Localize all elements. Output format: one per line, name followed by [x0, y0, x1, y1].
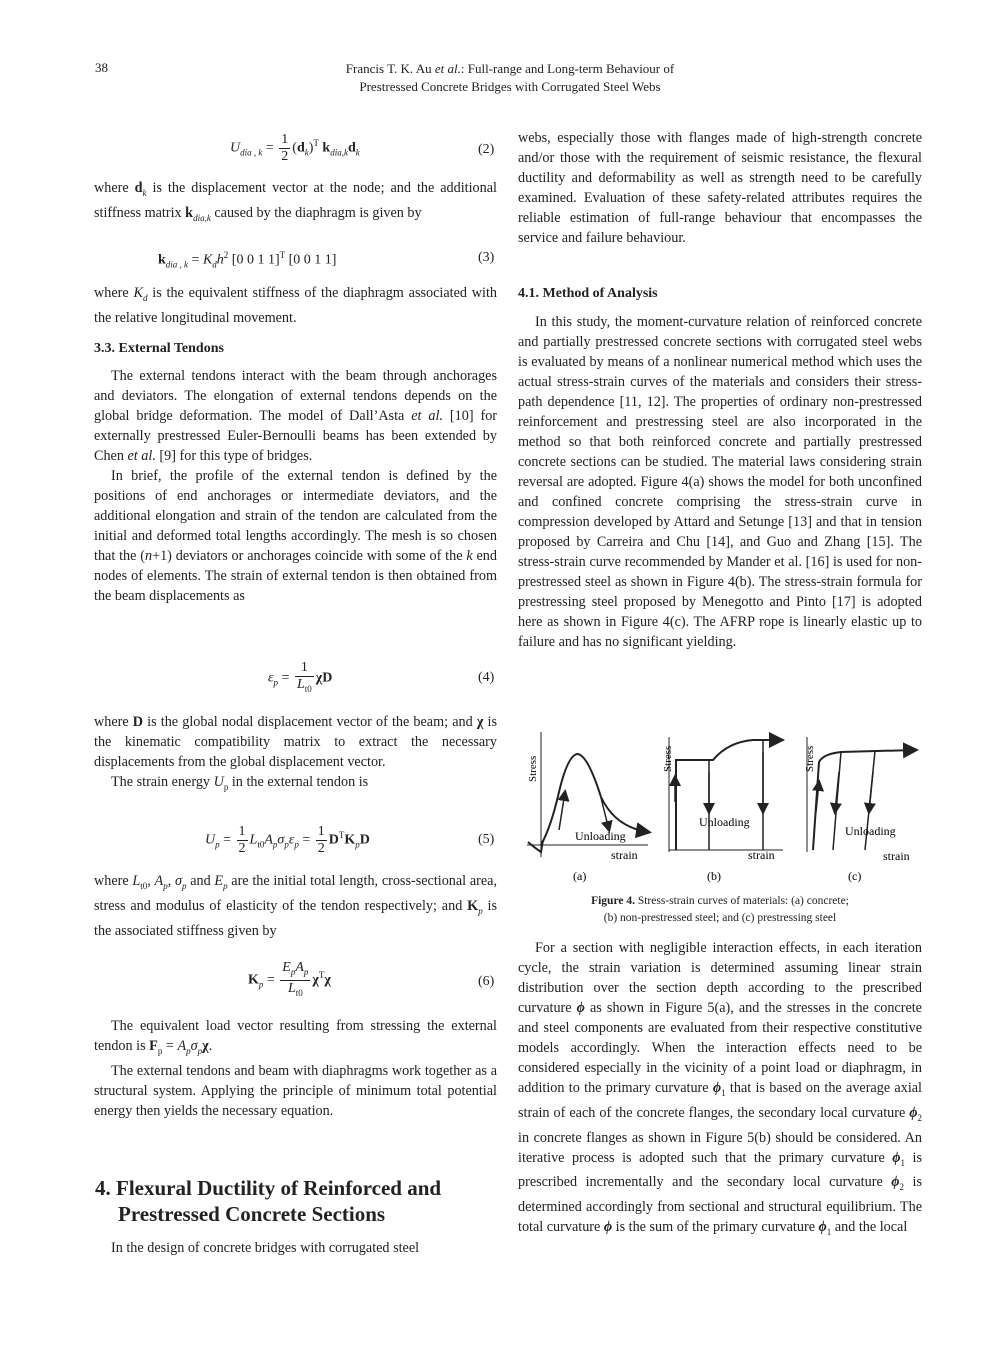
panel-c-prestressing-steel	[804, 737, 915, 883]
section-3-3-body: The external tendons interact with the beam through anchorages and deviators. The elongation of external tendons depends on the global bridge deformation. The model of Dall’Asta et al. [10] for externally prestressed Euler-Bernoulli beams has been extended by Chen et al. [9] for this type of bridges. In brief, the profile of the external tendon is defined by the positions of end anchorages or intermediate deviators, and the additional elongation and strain of the tendon are calculated from the initial and deformed total lengths accordingly. The mesh is so chosen that the (n+1) deviators or anchorages coincide with some of the k end nodes of elements. The strain of external tendon is then obtained from the beam displacements as	[94, 368, 498, 604]
page-number: 38	[95, 60, 108, 75]
panel-a-label: (a)	[573, 869, 587, 883]
panel-b-nonprestressed-steel	[662, 737, 783, 883]
panel-a-concrete	[527, 732, 648, 883]
figure-4-stress-strain-curves	[523, 732, 923, 890]
paragraph-after-eq5: where $L_{t0}$, $A_p$, $\sigma_p$ and $E_p$ are the initial total length, cross-sectional area, stress and modulus of elasticity of the tendon respectively; and $K_p$ is the associated stiffness given by	[94, 873, 498, 939]
panel-b-stress-label: Stress	[662, 745, 674, 772]
panel-c-label: (c)	[848, 869, 862, 883]
equation-4-number: (4)	[478, 670, 495, 685]
equation-3-number: (3)	[478, 250, 495, 265]
paragraph-after-eq2: where $d_k$ is the displacement vector at the node; and the additional stiffness matrix $k_{dia,k}$ caused by the diaphragm is given by	[94, 180, 497, 223]
panel-b-strain-label: strain	[748, 848, 775, 862]
section-heading-3-3: 3.3. External Tendons	[94, 341, 224, 356]
panel-a-unloading-label: Unloading	[575, 829, 626, 843]
panel-a-strain-label: strain	[611, 848, 638, 862]
paragraph-continued: webs, especially those with flanges made of high-strength concrete and/or those with the requirement of seismic resistance, the flexural ductility and deformability as well as strength need to be carefully examined. Evaluation of these safety-related attributes requires the reliable estimation of full-range behaviour that encompasses the service and failure behaviour.	[518, 130, 922, 246]
figure-4-caption: Figure 4. Stress-strain curves of materials: (a) concrete; (b) non-prestressed steel; and (c) prestressing steel	[591, 895, 849, 924]
running-title: Francis T. K. Au et al.: Full-range and Long-term Behaviour of Prestressed Concrete Bridges with Corrugated Steel Webs	[345, 61, 675, 94]
panel-c-stress-label: Stress	[804, 745, 816, 772]
equation-2: $U_{dia , k}$ = $\frac{1}{2}$ $(d_k)^T$ $k_{dia,k}d_k$	[230, 132, 360, 164]
paragraph-after-eq3: where $K_d$ is the equivalent stiffness of the diaphragm associated with the relative longitudinal movement.	[94, 285, 497, 326]
equation-5-number: (5)	[478, 832, 495, 847]
panel-b-unloading-label: Unloading	[699, 815, 750, 829]
equation-4: $\varepsilon_p$ = $\frac{1}{L_{t0}}$ χD	[268, 660, 333, 694]
paragraph-section-analysis: For a section with negligible interaction effects, in each iteration cycle, the strain variation is determined assuming linear strain distribution over the section depth according to the prescribed curvature ϕ as shown in Figure 5(a), and the stresses in the concrete and steel components are evaluated from their respective constitutive models accordingly. When the interaction effects need to be considered especially in the vicinity of a point load or diaphragm, in addition to the primary curvature $\phi_1$ that is based on the average axial strain of each of the concrete flanges, the secondary local curvature $\phi_2$ in concrete flanges as shown in Figure 5(b) should be considered. An iterative process is adopted such that the primary curvature $\phi_1$ is prescribed incrementally and the secondary local curvature $\phi_2$ is determined accordingly from sectional and structural equilibrium. The total curvature ϕ is the sum of the primary curvature $\phi_1$ and the local	[518, 940, 923, 1238]
equation-2-number: (2)	[478, 142, 495, 157]
equation-6: $K_p$ = $\frac{E_pA_p}{L_{t0}}$ $\chi^T\chi$	[248, 960, 331, 998]
equation-5: $U_p$ = $\frac{1}{2}$ $L_{t0}A_p\sigma_p\varepsilon_p$ = $\frac{1}{2}$ $D^TK_pD$	[205, 824, 370, 856]
equation-6-number: (6)	[478, 974, 495, 989]
equation-3: $k_{dia , k} = K_dh^2$ [0 0 1 1]$^T$ [0 0 1 1]	[158, 250, 337, 270]
section-4-1-body: In this study, the moment-curvature relation of reinforced concrete and partially prestressed concrete sections with corrugated steel webs is evaluated by means of a nonlinear numerical method which uses the actual stress-strain curves of the materials and considers their stress-path dependence [11, 12]. The properties of ordinary non-prestressed reinforcement and prestressing steel are also incorporated in the method so that both reinforced concrete and partially prestressed concrete sections can be studied. The material laws considering strain reversal are adopted. Figure 4(a) shows the model for both unconfined and confined concrete comprising the stress-strain curve in compression developed by Attard and Setunge [13] and that in tension proposed by Carreira and Chu [14], and Guo and Zhang [15]. The stress-strain curve recommended by Mander et al. [16] is used for non-prestressed steel as shown in Figure 4(b). The stress-strain formula for prestressing steel proposed by Menegotto and Pinto [17] is adopted here as shown in Figure 4(c). The AFRP rope is linearly elastic up to failure and has no significant yielding.	[518, 314, 922, 650]
paragraph-after-eq4: where D is the global nodal displacement vector of the beam; and χ is the kinematic compatibility matrix to extract the necessary displacements from the global displacement vector. The strain energy $U_p$ in the external tendon is	[94, 714, 497, 792]
panel-c-strain-label: strain	[883, 849, 910, 863]
section-4-start: In the design of concrete bridges with corrugated steel	[111, 1240, 420, 1256]
paragraph-equivalent-load: The equivalent load vector resulting from stressing the external tendon is $F_p = A_p\sigma_p\chi$. The external tendons and beam with diaphragms work together as a structural system. Applying the principle of minimum total potential energy then yields the necessary equation.	[94, 1018, 497, 1119]
panel-c-unloading-label: Unloading	[845, 824, 896, 838]
section-heading-4: 4. Flexural Ductility of Reinforced and Prestressed Concrete Sections	[95, 1176, 442, 1226]
section-heading-4-1: 4.1. Method of Analysis	[518, 286, 658, 301]
panel-a-stress-label: Stress	[527, 755, 539, 782]
panel-b-label: (b)	[707, 869, 721, 883]
